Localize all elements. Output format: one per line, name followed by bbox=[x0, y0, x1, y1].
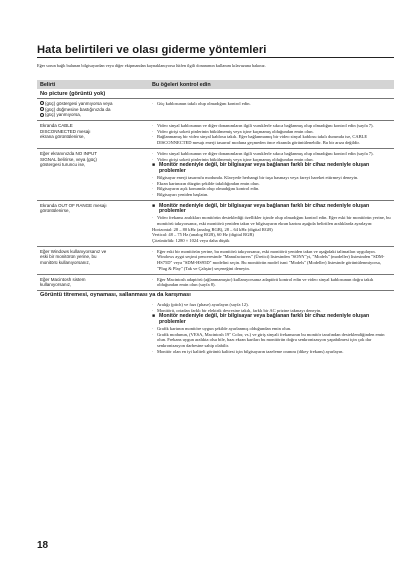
symptom-text: göstergesi turuncu ise, bbox=[40, 162, 86, 168]
symptom-line bbox=[40, 162, 145, 168]
check-item: · Eğer eski bir monitörün yerine, bu monitörü takıyorsanız, eski monitörü yeniden takın ve aşağıdaki talimatları uygulayın. Windows aygıt seçimi penceresinde "Manufacturers" (Üretici) listesinden "SONY"yi, "Models" (modeller) listesinden "SDM-HS75D" veya "SDM-HS95D" modelini seçin. Bu monitörün model ismi "Models" (Modeller) listesinde görüntülenmiyorsa, "Plug & Play" (Tak ve Çalıştır) seçeneğini deneyin. bbox=[152, 249, 392, 272]
symptom-cell bbox=[37, 201, 149, 246]
check-cell bbox=[149, 149, 394, 200]
check-item: · Bağlanmamış bir video sinyal kablosu takılı. Eğer bağlanmamış bir video sinyal kablosu takılı durumda ise, CABLE DISCONNECTED mesajı enerji tasarruf moduna geçmeden önce ekranda görüntülenebilir. Bu bir arıza değildir. bbox=[152, 134, 392, 145]
table-row bbox=[37, 121, 394, 149]
check-item: · Aralığı (pitch) ve fazı (phase) ayarlayın (sayfa 12). bbox=[152, 302, 392, 308]
symptom-text: Eğer ekranınızda NO INPUT bbox=[40, 150, 98, 156]
symptom-text: görüntülenirse, bbox=[40, 208, 70, 214]
check-cell bbox=[149, 247, 394, 274]
symptom-text: (güç) düğmesine bastığınızda da bbox=[45, 106, 111, 112]
cause-heading: ■ Monitör nedeniyle değil, bir bilgisayar veya bağlanan farklı bir cihaz nedeniyle oluşan problemler bbox=[152, 314, 392, 326]
check-item: Çözünürlük: 1280 × 1024 veya daha düşük bbox=[152, 238, 230, 244]
title-divider bbox=[37, 57, 394, 58]
symptom-text: kullanıyorsanız, bbox=[40, 282, 72, 288]
section-rows-no-picture bbox=[37, 99, 394, 291]
check-item: · Video girişi soketi pinlerinin bükülmemiş veya içine kaçmamış olduğundan emin olun. bbox=[152, 157, 392, 163]
table-row bbox=[37, 300, 394, 357]
table-row bbox=[37, 201, 394, 247]
symptom-line bbox=[40, 112, 145, 118]
check-item: · Video sinyal kablosunun ve diğer donanımların ilgili vuruklerle sıkıca bağlanmış olup olmadığını kontrol edin (sayfa 7). bbox=[152, 123, 392, 129]
check-item: Horizontal: 28 – 80 kHz (analog RGB), 28 – 64 kHz (digital RGB) bbox=[152, 226, 273, 232]
check-item: · Video sinyal kablosunun ve diğer donanımların ilgili vuruklerle sıkıca bağlanmış olup olmadığını kontrol edin (sayfa 7). bbox=[152, 151, 392, 157]
check-item: · Monitörü, ortadan farklı bir elektrik devresine takılı, farklı bir AC prizine takmayı deneyin. bbox=[152, 308, 392, 314]
check-item: · Grafik kartının monitöre uygun şekilde ayarlanmış olduğundan emin olun. bbox=[152, 326, 392, 332]
section-flicker: Görüntü titremesi, oynaması, sallanması ya da karışması bbox=[40, 292, 191, 299]
cause-heading: ■ Monitör nedeniyle değil, bir bilgisayar veya bağlanan farklı bir cihaz nedeniyle oluşan problemler bbox=[152, 204, 392, 216]
power-icon bbox=[40, 107, 44, 111]
check-cell bbox=[149, 300, 394, 357]
power-icon bbox=[40, 113, 44, 117]
check-item: · Bilgisayarı yeniden başlatın. bbox=[152, 192, 392, 198]
header-symptom: Belirti bbox=[40, 81, 56, 88]
table-row bbox=[37, 247, 394, 275]
check-item: · Monitör olan en iyi kaliteli görüntü kalitesi için bilgisayarın tazeleme oranını (dikey frekans) ayarlayın. bbox=[152, 349, 392, 355]
symptom-text: Ekranda OUT OF RANGE mesajı bbox=[40, 202, 107, 208]
check-item: Vertical: 48 – 75 Hz (analog RGB), 60 Hz (digital RGB) bbox=[152, 232, 254, 238]
symptom-text: Eğer Windows kullanıyorsanız ve bbox=[40, 248, 107, 254]
table-row bbox=[37, 149, 394, 201]
section-no-picture: No picture (görüntü yok) bbox=[37, 89, 394, 99]
check-item: · Grafik modunun, (VESA, Macintosh 19" Color, vs.) ve giriş sinyali frekansının bu monitör tarafından desteklendiğinden emin olun. Frekans uygun aralıkta olsa bile, bazı ekran kartları bu monitörün doğru senkronizasyon yapabilmesi için çok dar senkronizasyon darbesine sahip olabilir. bbox=[152, 332, 392, 349]
symptom-cell bbox=[37, 300, 149, 357]
section-rows-flicker bbox=[37, 300, 394, 357]
check-item: · Video frekansı aralıkları monitörün desteklediği özellikler içinde olup olmadığını kontrol edin. Eğer eski bir monitörün yerine, bu monitörü takıyorsanız, eski monitörü yeniden takın ve bilgisayarın ekran kartını aşağıda belirtilen aralıklarda ayarlayın: bbox=[152, 215, 392, 226]
symptom-text: DISCONNECTED mesajı bbox=[40, 128, 91, 134]
symptom-cell bbox=[37, 121, 149, 148]
check-cell bbox=[149, 201, 394, 246]
symptom-line bbox=[40, 260, 145, 266]
page-title: Hata belirtileri ve olası giderme yöntemleri bbox=[37, 44, 267, 56]
symptom-cell bbox=[37, 99, 149, 120]
check-cell bbox=[149, 99, 394, 120]
check-item: · Ekran kartınızın düzgün şekilde takıldığından emin olun. bbox=[152, 181, 392, 187]
symptom-text: SIGNAL belirirse, veya (güç) bbox=[40, 156, 97, 162]
symptom-text: Ekranda CABLE bbox=[40, 123, 73, 129]
table-header bbox=[37, 80, 394, 89]
check-cell bbox=[149, 121, 394, 148]
symptom-line bbox=[40, 208, 145, 214]
symptom-text: monitörü kullanıyorsanız, bbox=[40, 260, 91, 266]
symptom-text: ekrana görüntülenirse, bbox=[40, 134, 85, 140]
symptom-cell bbox=[37, 275, 149, 290]
symptom-cell bbox=[37, 247, 149, 274]
check-item: · Video girişi soketi pinlerinin bükülmemiş veya içine kaçmamış olduğundan emin olun. bbox=[152, 129, 392, 135]
cause-heading: ■ Monitör nedeniyle değil, bir bilgisayar veya bağlanan farklı bir cihaz nedeniyle oluşan problemler bbox=[152, 163, 392, 175]
table-row bbox=[37, 275, 394, 291]
troubleshooting-table bbox=[37, 80, 394, 356]
check-item: · Güç kablosunun takılı olup olmadığını kontrol edin. bbox=[152, 101, 392, 107]
table-row bbox=[37, 99, 394, 121]
intro-paragraph: Eğer sorun bağlı bulunan bilgisayardan veya diğer ekipmandan kaynaklanıyorsa lütfen ilgili donanımın kullanım kılavuzuna bakınız. bbox=[37, 63, 266, 68]
check-item: · Bilgisayarın açık konumda olup olmadığını kontrol edin. bbox=[152, 186, 392, 192]
symptom-cell bbox=[37, 149, 149, 200]
check-cell bbox=[149, 275, 394, 290]
symptom-text: (güç) yanmıyorsa, bbox=[45, 112, 82, 118]
check-item: · Bilgisayar enerji tasarrufu modunda. Klavyede herhangi bir tuşa basmayı veya fareyi hareket ettirmeyi deneyin. bbox=[152, 175, 392, 181]
power-icon bbox=[40, 101, 44, 105]
check-item: · Eğer Macintosh adaptörü (ağlanmamıştır) kullanıyorsanız adaptörü kontrol edin ve video sinyal kablosunun doğru takılı olduğundan emin olun (sayfa 8). bbox=[152, 277, 392, 288]
symptom-text: (güç) göstergesi yanmıyorsa veya bbox=[45, 100, 113, 106]
header-check: Bu öğeleri kontrol edin bbox=[152, 81, 211, 88]
symptom-text: Eğer Macintosh sistem bbox=[40, 276, 86, 282]
symptom-line bbox=[40, 282, 145, 288]
symptom-line bbox=[40, 134, 145, 140]
page-number: 18 bbox=[37, 540, 49, 551]
symptom-text: eski bir monitörün yerine, bu bbox=[40, 254, 97, 260]
